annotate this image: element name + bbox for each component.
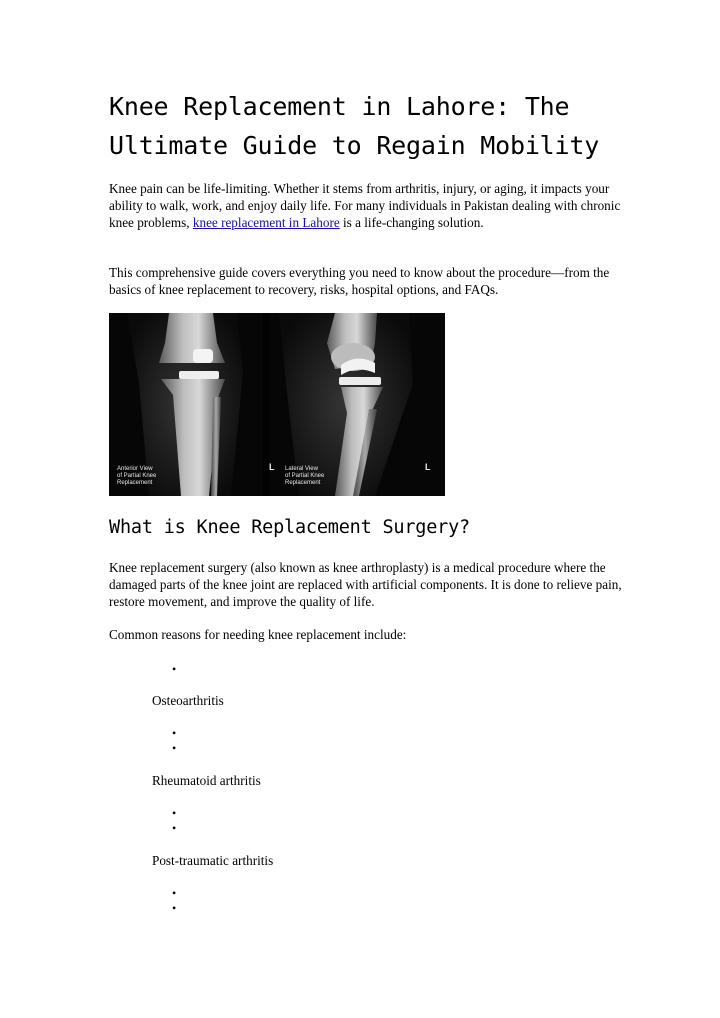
list-item-rheumatoid-arthritis: Rheumatoid arthritis	[152, 773, 261, 788]
list-item-post-traumatic-arthritis: Post-traumatic arthritis	[152, 853, 274, 868]
overview-paragraph: This comprehensive guide covers everything you need to know about the procedure—from the basics of knee replacement to recovery, risks, hospital options, and FAQs.	[109, 265, 610, 297]
bullet-marker: •	[172, 886, 177, 900]
section-body-paragraph: Knee replacement surgery (also known as knee arthroplasty) is a medical procedure where the damaged parts of the knee joint are replaced with artificial components. It is done to relieve pain, restore movement, and improve the quality of life.	[109, 560, 622, 609]
caption-lateral-line-2: of Partial Knee	[285, 473, 325, 479]
section-heading: What is Knee Replacement Surgery?	[109, 517, 470, 538]
bullet-marker: •	[172, 821, 177, 835]
reasons-intro: Common reasons for needing knee replacement include:	[109, 627, 407, 642]
knee-xray-image	[109, 313, 445, 496]
caption-anterior-line-2: of Partial Knee	[117, 473, 157, 479]
bullet-marker: •	[172, 901, 177, 915]
xray-marker-right: L	[425, 462, 431, 472]
intro-text-before: Knee pain can be life-limiting. Whether it stems from arthritis, injury, or aging, it impacts your ability to walk, work, and enjoy daily life. For many individuals in Pakistan dealing with chronic knee problems,	[109, 181, 621, 230]
knee-replacement-link[interactable]: knee replacement in Lahore	[192, 215, 340, 230]
xray-illustration	[109, 313, 445, 496]
caption-lateral-line-3: Replacement	[285, 480, 321, 486]
article-title	[109, 87, 669, 165]
title-line-2: Ultimate Guide to Regain Mobility	[109, 131, 600, 160]
intro-paragraph	[109, 180, 629, 231]
xray-marker-left: L	[269, 462, 275, 472]
title-line-1: Knee Replacement in Lahore: The	[109, 92, 570, 121]
intro-text-after: is a life-changing solution.	[339, 215, 484, 230]
bullet-marker: •	[172, 806, 177, 820]
bullet-marker: •	[172, 662, 177, 676]
bullet-marker: •	[172, 741, 177, 755]
caption-anterior-line-3: Replacement	[117, 480, 153, 486]
caption-lateral-line-1: Lateral View	[285, 466, 318, 472]
caption-anterior-line-1: Anterior View	[117, 466, 153, 472]
xray-caption-anterior	[117, 466, 156, 487]
bullet-marker: •	[172, 726, 177, 740]
xray-caption-lateral	[285, 466, 324, 487]
list-item-osteoarthritis: Osteoarthritis	[152, 693, 224, 708]
